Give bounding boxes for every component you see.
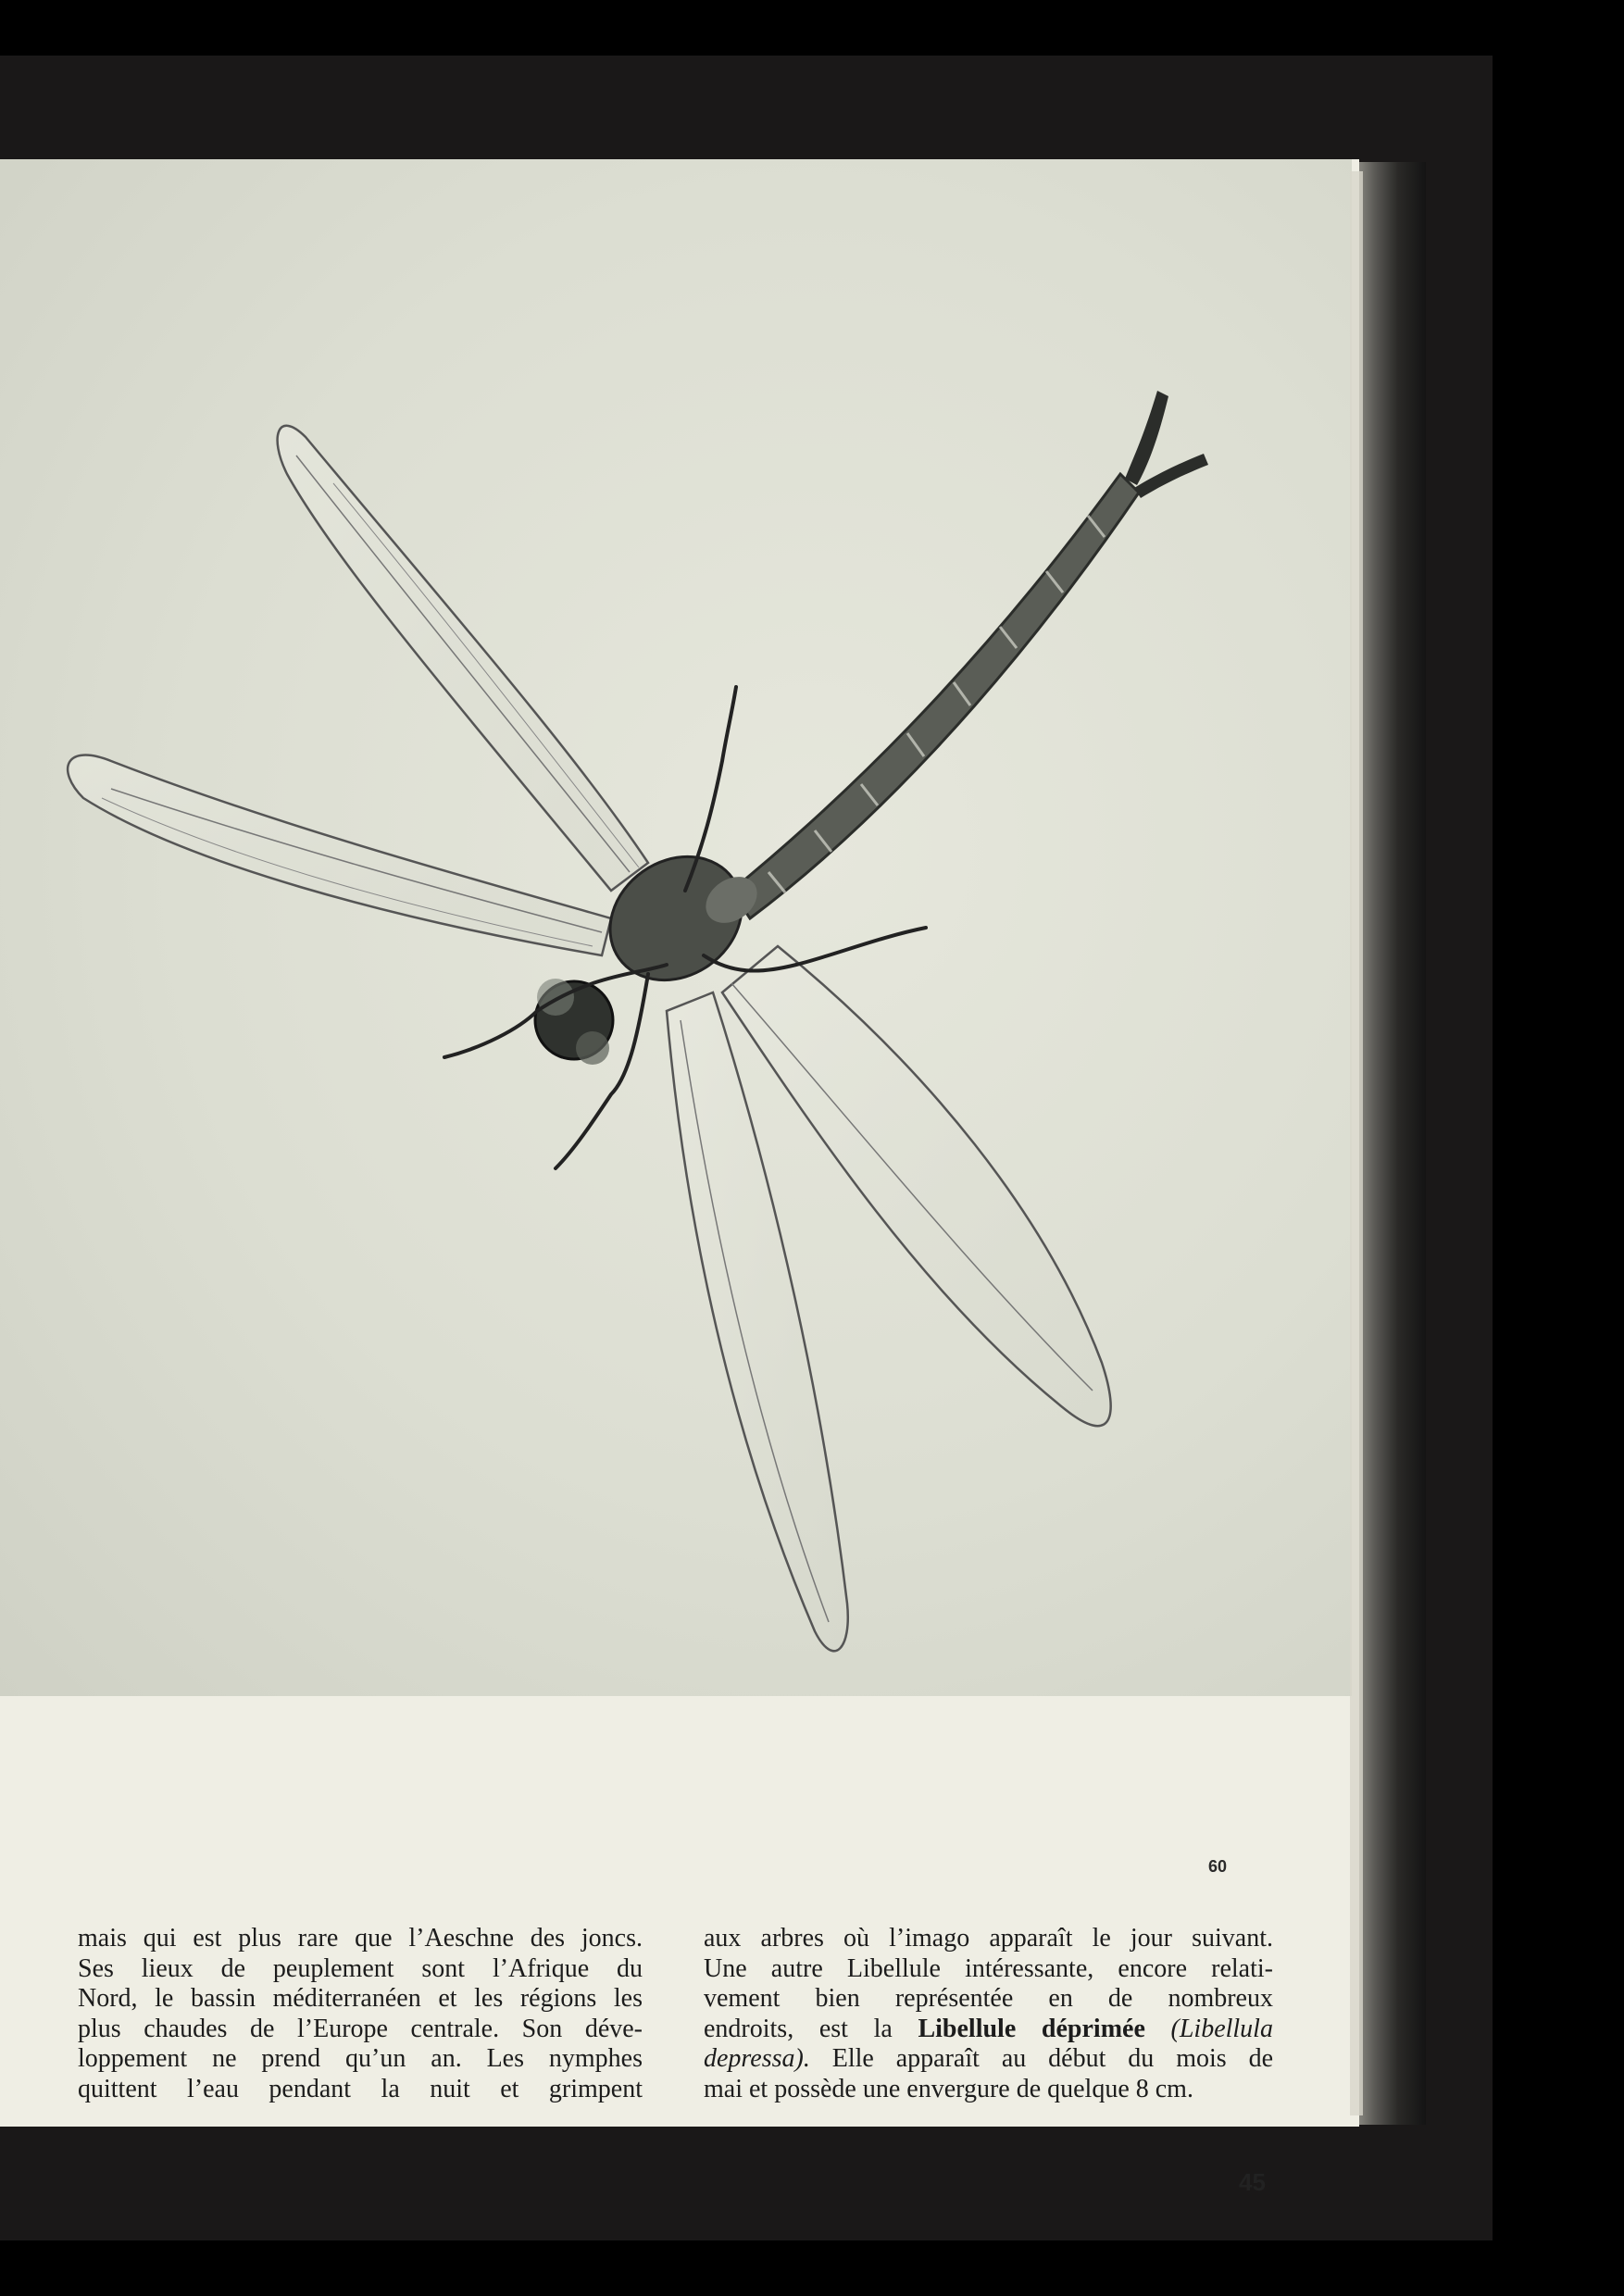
abdomen xyxy=(731,474,1139,918)
text-segment: endroits, est la xyxy=(704,2014,918,2043)
text-line: Ses lieux de peuplement sont l’Afrique du xyxy=(78,1953,643,1983)
species-name-bold: Libellule déprimée xyxy=(918,2014,1145,2043)
text-line: loppement ne prend qu’un an. Les nymphes xyxy=(78,2044,643,2074)
dragonfly-illustration xyxy=(0,159,1352,1696)
text-line: mais qui est plus rare que l’Aeschne des joncs. xyxy=(78,1924,643,1953)
species-latin-italic: (Libellula xyxy=(1144,2014,1273,2043)
book-page xyxy=(0,159,1359,2196)
text-segment: Elle apparaît au début du mois de xyxy=(809,2044,1273,2074)
text-line: mai et possède une envergure de quelque 8 cm. xyxy=(704,2074,1193,2103)
figure-number: 60 xyxy=(1208,1857,1228,1876)
text-line: quittent l’eau pendant la nuit et grimpent xyxy=(78,2074,643,2103)
text-line: aux arbres où l’imago apparaît le jour suivant. xyxy=(704,1924,1273,1953)
text-line: vement bien représentée en de nombreux xyxy=(704,1984,1273,2014)
text-line xyxy=(704,2044,1273,2075)
text-line: Une autre Libellule intéressante, encore relati- xyxy=(704,1953,1273,1983)
text-column-left xyxy=(78,1924,643,2105)
dragonfly-photo xyxy=(0,159,1352,1696)
forewing-left xyxy=(278,426,648,891)
page-edge xyxy=(1350,171,1363,2115)
text-line: Nord, le bassin méditerranéen et les régions les xyxy=(78,1984,643,2014)
species-latin-italic: depressa). xyxy=(704,2044,810,2074)
text-column-right xyxy=(704,1924,1273,2105)
page-number: 45 xyxy=(1239,2168,1266,2196)
text-line: plus chaudes de l’Europe centrale. Son déve- xyxy=(78,2014,643,2043)
text-line xyxy=(704,2015,1273,2045)
